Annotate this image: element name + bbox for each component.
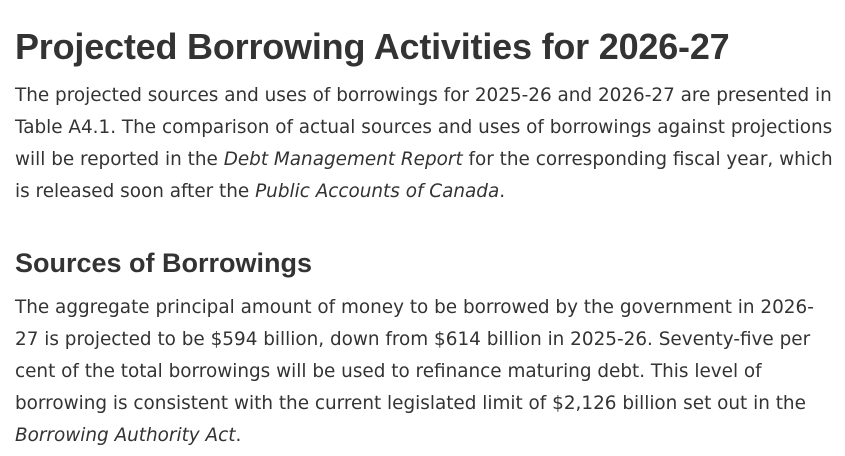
- sources-paragraph: [15, 292, 833, 452]
- debt-management-report-title: Debt Management Report: [223, 149, 463, 170]
- section-heading-sources: Sources of Borrowings: [15, 248, 313, 278]
- intro-text-3: .: [499, 181, 506, 202]
- borrowing-authority-act-title: Borrowing Authority Act: [15, 425, 236, 446]
- sources-text-2: .: [235, 425, 242, 446]
- sources-text-1: The aggregate principal amount of money to be borrowed by the government in 2026-27 is projected to be $594 billion, down from $614 billion in 2025-26. Seventy-five per cent of the total borrowings will be used to refinance maturing debt. This level of borrowing is consistent with the current legislated limit of $2,126 billion set out in the: [15, 297, 814, 414]
- public-accounts-title: Public Accounts of Canada: [255, 181, 500, 202]
- intro-text-2: for the corresponding fiscal year, which is released soon after the: [15, 149, 833, 202]
- intro-text-1: The projected sources and uses of borrowings for 2025-26 and 2026-27 are presented in Table A4.1. The comparison of actual sources and uses of borrowings against projections will be reported in the: [15, 85, 833, 170]
- intro-paragraph: [15, 80, 833, 208]
- page-title: Projected Borrowing Activities for 2026-27: [15, 26, 730, 67]
